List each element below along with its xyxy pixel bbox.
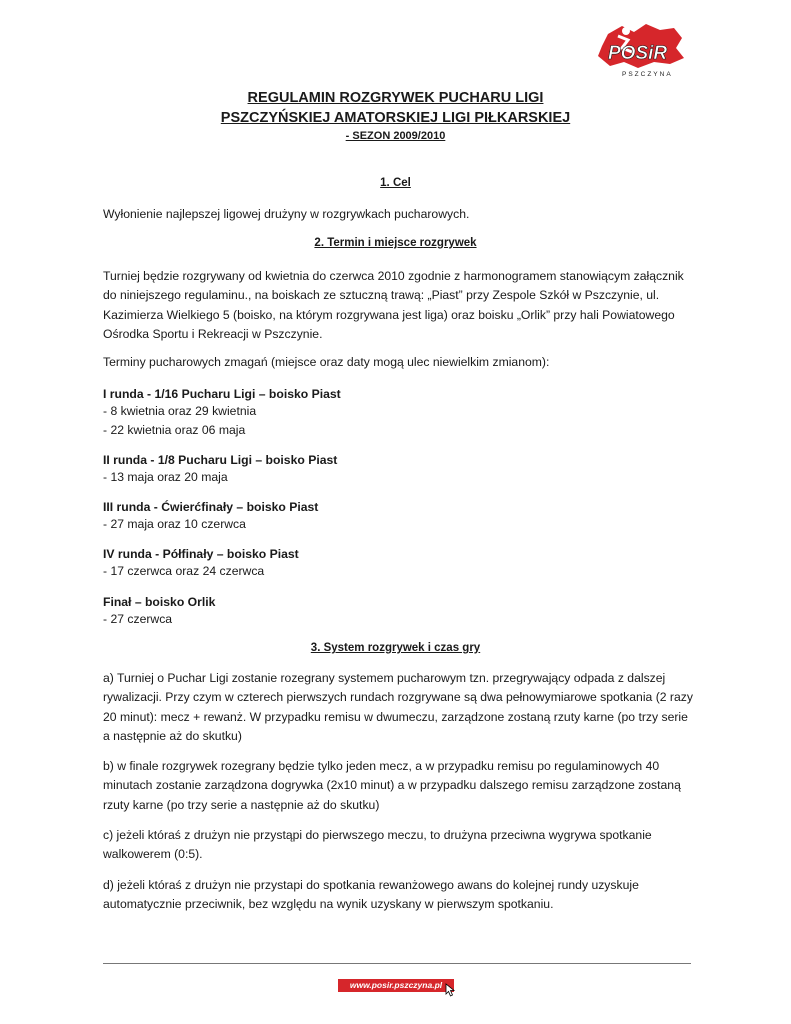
- section1-heading: 1. Cel: [380, 177, 411, 189]
- document-title-line1: REGULAMIN ROZGRYWEK PUCHARU LIGI: [247, 90, 544, 106]
- round1-date2: - 22 kwietnia oraz 06 maja: [103, 423, 246, 437]
- final-title: Finał – boisko Orlik: [103, 595, 216, 609]
- round1-date1: - 8 kwietnia oraz 29 kwietnia: [103, 404, 257, 418]
- posir-logo-graphic: [588, 22, 688, 80]
- section3-paragraph-a: a) Turniej o Puchar Ligi zostanie rozegrany systemem pucharowym tzn. przegrywający odpada z dalszej rywalizacji. Przy czym w czterech pierwszych rundach rozgrywane są dwa pełnowymiarowe spotkania (2 razy 20 minut): mecz + rewanż. W przypadku remisu w dwumeczu, zarządzone zostaną rzuty karne (po trzy serie a następnie aż do skutku): [103, 671, 693, 743]
- section3-paragraph-b: b) w finale rozgrywek rozegrany będzie tylko jeden mecz, a w przypadku remisu po regulaminowych 40 minutach zostanie zarządzona dogrywka (2x10 minut) a w przypadku dalszego remisu zarządzone zostaną rzuty karne (po trzy serie a następnie aż do skutku): [103, 759, 681, 812]
- round3-date1: - 27 maja oraz 10 czerwca: [103, 517, 246, 531]
- section3-paragraph-c: c) jeżeli któraś z drużyn nie przystąpi do pierwszego meczu, to drużyna przeciwna wygrywa spotkanie walkowerem (0:5).: [103, 828, 652, 862]
- round3-title: III runda - Ćwierćfinały – boisko Piast: [103, 500, 319, 514]
- logo-text: POSiR: [608, 43, 668, 64]
- posir-logo: [588, 22, 688, 80]
- section2-paragraph2: Terminy pucharowych zmagań (miejsce oraz daty mogą ulec niewielkim zmianom):: [103, 355, 550, 369]
- hand-cursor-icon: [445, 983, 456, 997]
- footer-divider: [103, 963, 691, 964]
- section3-paragraph-d: d) jeżeli któraś z drużyn nie przystapi do spotkania rewanżowego awans do kolejnej rundy uzyskuje automatycznie przeciwnik, bez względu na wynik uzyskany w pierwszym spotkaniu.: [103, 878, 639, 912]
- section1-text: Wyłonienie najlepszej ligowej drużyny w rozgrywkach pucharowych.: [103, 207, 470, 221]
- document-title-line2: PSZCZYŃSKIEJ AMATORSKIEJ LIGI PIŁKARSKIEJ: [220, 110, 571, 126]
- round2-title: II runda - 1/8 Pucharu Ligi – boisko Piast: [103, 453, 338, 467]
- round4-title: IV runda - Półfinały – boisko Piast: [103, 547, 299, 561]
- round1-title: I runda - 1/16 Pucharu Ligi – boisko Piast: [103, 387, 341, 401]
- section2-paragraph1: Turniej będzie rozgrywany od kwietnia do czerwca 2010 zgodnie z harmonogramem stanowiącym załącznik do niniejszego regulaminu., na boiskach ze sztuczną trawą: „Piast” przy Zespole Szkół w Pszczynie, ul. Kazimierza Wielkiego 5 (boisko, na którym rozgrywana jest liga) oraz boisku „Orlik” przy hali Powiatowego Ośrodka Sportu i Rekreacji w Pszczynie.: [103, 269, 684, 341]
- round4-date1: - 17 czerwca oraz 24 czerwca: [103, 564, 265, 578]
- section3-heading: 3. System rozgrywek i czas gry: [310, 642, 481, 654]
- section2-heading: 2. Termin i miejsce rozgrywek: [314, 237, 477, 249]
- logo-subtext: PSZCZYNA: [622, 71, 673, 78]
- round2-date1: - 13 maja oraz 20 maja: [103, 470, 228, 484]
- footer-website-link[interactable]: www.posir.pszczyna.pl: [338, 979, 454, 992]
- document-season: - SEZON 2009/2010: [345, 130, 446, 142]
- final-date1: - 27 czerwca: [103, 612, 173, 626]
